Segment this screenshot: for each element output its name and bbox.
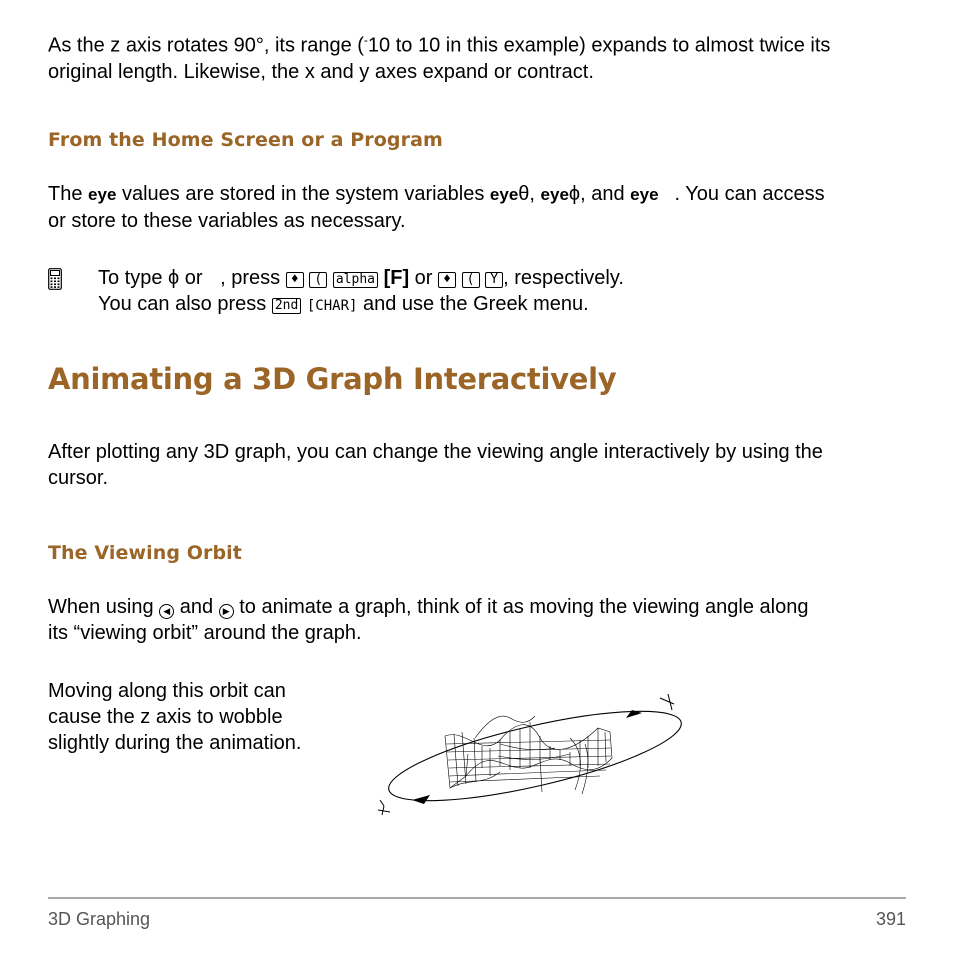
var-eye-phi: eye	[540, 185, 569, 204]
text: , respectively.	[503, 267, 624, 289]
section-heading-home-screen: From the Home Screen or a Program	[48, 129, 443, 151]
diamond-key: ♦	[438, 272, 456, 288]
paren-key: (	[309, 272, 327, 288]
viewing-orbit-figure	[370, 688, 690, 828]
text: values are stored in the system variables	[116, 183, 490, 205]
second-key: 2nd	[272, 298, 301, 314]
greek-typing-note	[98, 265, 624, 319]
text: cause the z axis to wobble	[48, 706, 283, 728]
var-eye-psi: eye	[630, 185, 659, 204]
text: slightly during the animation.	[48, 732, 302, 754]
f-key: [F]	[383, 267, 410, 289]
text: . You can access	[674, 183, 825, 205]
text: When using	[48, 596, 160, 618]
text: ,	[529, 183, 541, 205]
viewing-orbit-paragraph	[48, 594, 808, 646]
text: , press	[220, 267, 286, 289]
text: or store to these variables as necessary.	[48, 210, 406, 232]
left-cursor-icon: ◀	[159, 604, 174, 619]
page-number: 391	[875, 909, 906, 929]
intro-paragraph	[48, 27, 830, 85]
diamond-key: ♦	[286, 272, 304, 288]
text: , and	[580, 183, 631, 205]
eye-keyword: eye	[88, 185, 117, 204]
var-eye-theta: eye	[489, 185, 519, 204]
paren-key: (	[462, 272, 480, 288]
text: or	[179, 267, 209, 289]
minus-sign: -	[363, 33, 368, 47]
text: After plotting any 3D graph, you can change the viewing angle interactively by using the	[48, 441, 823, 463]
phi-symbol: ϕ	[168, 267, 180, 289]
footer-divider	[48, 897, 906, 899]
animating-paragraph	[48, 439, 823, 491]
intro-text: As the z axis rotates 90°, its range (	[48, 34, 364, 57]
right-cursor-icon: ▶	[219, 604, 234, 619]
calculator-icon	[48, 268, 62, 295]
text: To type	[98, 267, 169, 289]
text: and use the Greek menu.	[357, 293, 589, 315]
section-heading-viewing-orbit: The Viewing Orbit	[48, 542, 242, 564]
text: or	[409, 267, 439, 289]
text: You can also press	[98, 293, 272, 315]
theta-symbol: θ	[518, 183, 530, 205]
text: The	[48, 183, 89, 205]
phi-symbol: ϕ	[568, 183, 581, 205]
text: its “viewing orbit” around the graph.	[48, 622, 362, 644]
footer-chapter: 3D Graphing	[48, 909, 151, 929]
orbit-side-note	[48, 678, 301, 756]
text: cursor.	[48, 467, 109, 489]
text: and	[174, 596, 219, 618]
page-title: Animating a 3D Graph Interactively	[48, 362, 617, 396]
text: Moving along this orbit can	[48, 680, 286, 702]
intro-text: 10 to 10 in this example) expands to almost twice its	[367, 34, 831, 57]
intro-text: original length. Likewise, the x and y axes expand or contract.	[48, 60, 594, 83]
y-key: Y	[485, 272, 503, 288]
system-variables-paragraph	[48, 181, 825, 234]
text: to animate a graph, think of it as moving the viewing angle along	[233, 596, 809, 618]
alpha-key: alpha	[333, 272, 378, 288]
char-key: [CHAR]	[306, 298, 358, 314]
